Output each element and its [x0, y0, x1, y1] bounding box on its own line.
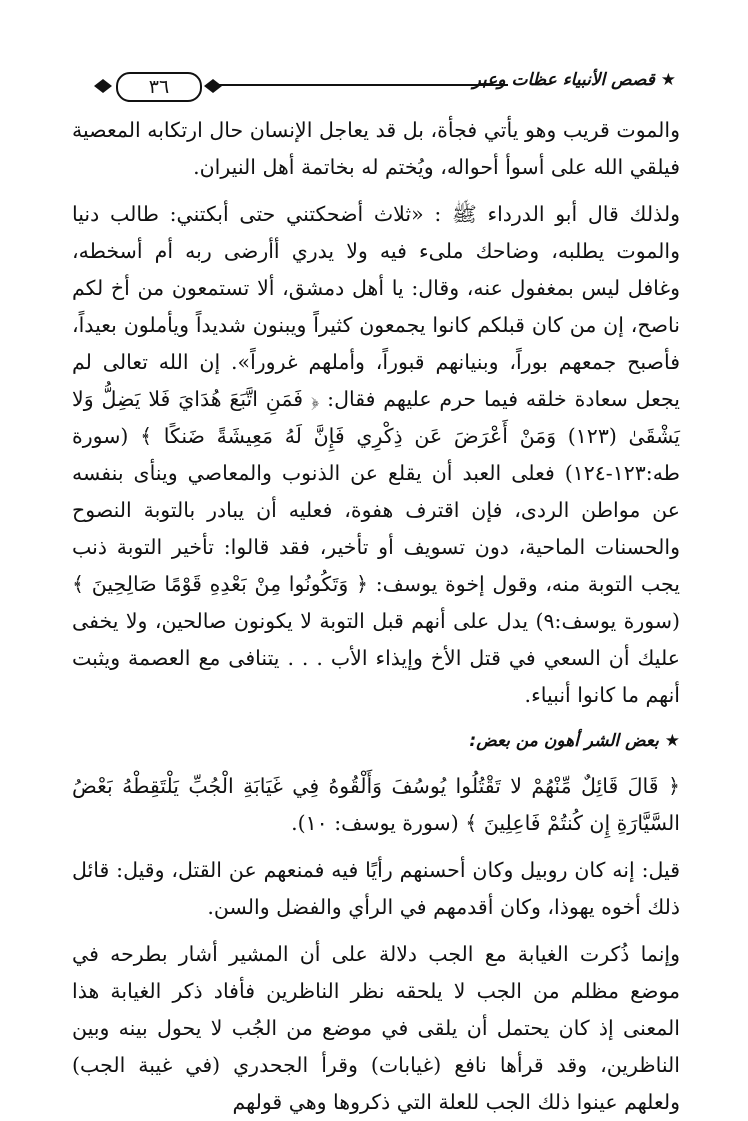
paragraph-3: قيل: إنه كان روبيل وكان أحسنهم رأيًا فيه فمنعهم عن القتل، وقيل: قائل ذلك أخوه يهوذا، وكان أقدمهم في الرأي والفضل والسن.	[72, 858, 680, 919]
page-body	[72, 112, 680, 1121]
paragraph-1: والموت قريب وهو يأتي فجأة، بل قد يعاجل الإنسان حال ارتكابه المعصية فيلقي الله على أسوأ أحواله، ويُختم له بخاتمة أهل النيران.	[72, 118, 680, 179]
running-title: ★ قصص الأنبياء عظات وعبر	[472, 70, 676, 90]
header-rule	[216, 84, 508, 86]
paragraph-4: وإنما ذُكرت الغيابة مع الجب دلالة على أن المشير أشار بطرحه في موضع مظلم من الجب لا يلحقه نظر الناظرين فأفاد ذكر الغيابة هذا المعنى إذ كان يحتمل أن يلقى في موضع من الجُب لا يحول بينه وبين الناظرين، وقد قرأها نافع (غيابات) وقرأ الجحدري (في غيبة الجب) ولعلهم عينوا ذلك الجب للعلة التي ذكروها وهي قولهم	[72, 942, 680, 1114]
page-number: ٣٦	[116, 72, 202, 102]
left-ornament-icon	[92, 75, 114, 97]
section-heading: ★ بعض الشر أهون من بعض:	[469, 731, 680, 751]
quran-verse: ﴿ قَالَ قَائِلٌ مِّنْهُمْ لا تَقْتُلُوا يُوسُفَ وَأَلْقُوهُ فِي غَيَابَةِ الْجُبِّ يَلْتَقِطْهُ بَعْضُ السَّيَّارَةِ إِن كُنتُمْ فَاعِلِينَ ﴾ (سورة يوسف: ١٠).	[72, 774, 680, 835]
page-header	[78, 70, 676, 110]
paragraph-2: ولذلك قال أبو الدرداء ﷺ : «ثلاث أضحكتني حتى أبكتني: طالب دنيا والموت يطلبه، وضاحك ملىء فيه ولا يدري أأرضى ربه أم أسخطه، وغافل ليس بمغفول عنه، وقال: يا أهل دمشق، ألا تستمعون من أخ لكم ناصح، إن من كان قبلكم كانوا يجمعون كثيراً ويبنون شديداً ويأملون بعيداً، فأصبح جمعهم بوراً، وبنيانهم قبوراً، وأملهم غروراً». إن الله تعالى لم يجعل سعادة خلقه فيما حرم عليهم فقال: ﴿ فَمَنِ اتَّبَعَ هُدَايَ فَلا يَضِلُّ وَلا يَشْقَىٰ (١٢٣) وَمَنْ أَعْرَضَ عَن ذِكْرِي فَإِنَّ لَهُ مَعِيشَةً ضَنكًا ﴾ (سورة طه:١٢٣-١٢٤) فعلى العبد أن يقلع عن الذنوب والمعاصي وينأى بنفسه عن مواطن الردى، فإن اقترف هفوة، فعليه أن يبادر بالتوبة النصوح والحسنات الماحية، دون تسويف أو تأخير، فقد قالوا: تأخير التوبة ذنب يجب التوبة منه، وقول إخوة يوسف: ﴿ وَتَكُونُوا مِنْ بَعْدِهِ قَوْمًا صَالِحِينَ ﴾ (سورة يوسف:٩) يدل على أنهم قبل التوبة لا يكونون صالحين، ولا يخفى عليك أن السعي في قتل الأخ وإيذاء الأب . . . يتنافى مع العصمة ويثبت أنهم ما كانوا أنبياء.	[72, 202, 680, 707]
right-ornament-icon	[202, 75, 224, 97]
page-number-ornament	[88, 70, 228, 104]
